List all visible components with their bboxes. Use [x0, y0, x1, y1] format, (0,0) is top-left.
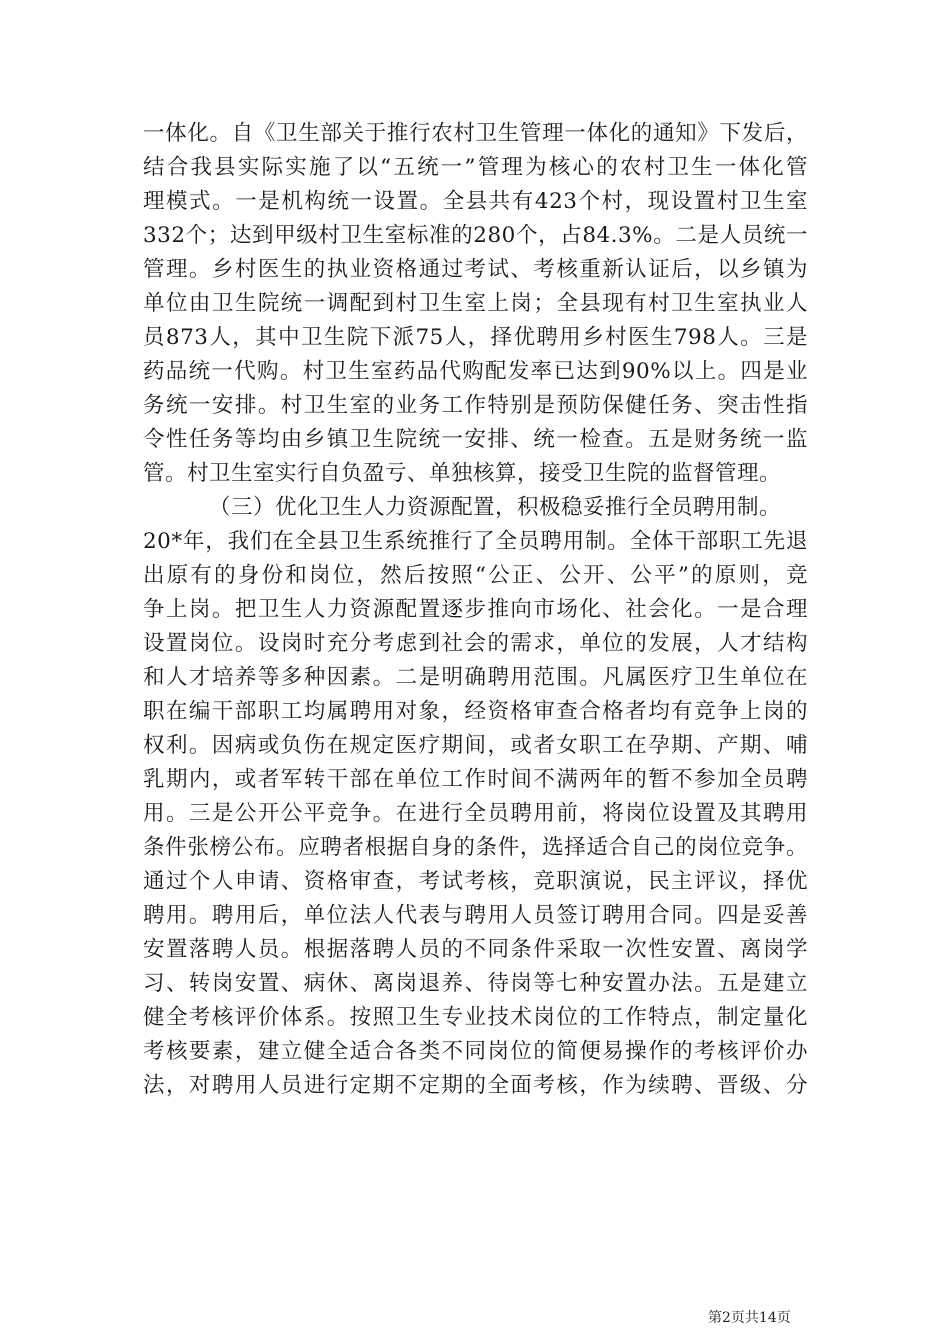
text-line: 设置岗位。设岗时充分考虑到社会的需求，单位的发展，人才结构 — [143, 631, 808, 656]
text-line: 单位由卫生院统一调配到村卫生室上岗；全县现有村卫生室执业人 — [143, 291, 808, 316]
text-line: 考核要素，建立健全适合各类不同岗位的简便易操作的考核评价办 — [143, 1039, 808, 1064]
text-line: 药品统一代购。村卫生室药品代购配发率已达到90%以上。四是业 — [143, 359, 808, 384]
text-line: 条件张榜公布。应聘者根据自身的条件，选择适合自己的岗位竞争。 — [143, 835, 808, 860]
text-line: 一体化。自《卫生部关于推行农村卫生管理一体化的通知》下发后， — [143, 121, 808, 146]
text-line: 和人才培养等多种因素。二是明确聘用范围。凡属医疗卫生单位在 — [143, 665, 808, 690]
text-line: （三）优化卫生人力资源配置，积极稳妥推行全员聘用制。 — [209, 495, 782, 520]
text-line: 习、转岗安置、病休、离岗退养、待岗等七种安置办法。五是建立 — [143, 971, 808, 996]
text-line: 争上岗。把卫生人力资源配置逐步推向市场化、社会化。一是合理 — [143, 597, 808, 622]
text-line: 结合我县实际实施了以“五统一”管理为核心的农村卫生一体化管 — [143, 155, 808, 180]
text-line: 管理。乡村医生的执业资格通过考试、考核重新认证后，以乡镇为 — [143, 257, 808, 282]
text-line: 乳期内，或者军转干部在单位工作时间不满两年的暂不参加全员聘 — [143, 767, 808, 792]
text-line: 健全考核评价体系。按照卫生专业技术岗位的工作特点，制定量化 — [143, 1005, 808, 1030]
text-line: 20*年，我们在全县卫生系统推行了全员聘用制。全体干部职工先退 — [143, 529, 808, 554]
text-line: 安置落聘人员。根据落聘人员的不同条件采取一次性安置、离岗学 — [143, 937, 808, 962]
text-line: 员873人，其中卫生院下派75人，择优聘用乡村医生798人。三是 — [143, 325, 808, 350]
text-line: 332个；达到甲级村卫生室标准的280个，占84.3%。二是人员统一 — [143, 223, 808, 248]
text-line: 法，对聘用人员进行定期不定期的全面考核，作为续聘、晋级、分 — [143, 1073, 808, 1098]
text-line: 务统一安排。村卫生室的业务工作特别是预防保健任务、突击性指 — [143, 393, 808, 418]
paragraph-1 — [143, 117, 808, 491]
text-line: 管。村卫生室实行自负盈亏、单独核算，接受卫生院的监督管理。 — [143, 461, 782, 486]
text-line: 聘用。聘用后，单位法人代表与聘用人员签订聘用合同。四是妥善 — [143, 903, 808, 928]
text-line: 出原有的身份和岗位，然后按照“公正、公开、公平”的原则，竞 — [143, 563, 808, 588]
text-line: 用。三是公开公平竞争。在进行全员聘用前，将岗位设置及其聘用 — [143, 801, 808, 826]
page-body — [143, 117, 808, 1103]
paragraph-2 — [143, 491, 808, 1103]
text-line: 通过个人申请、资格审查，考试考核，竞职演说，民主评议，择优 — [143, 869, 808, 894]
page-number: 第2页共14页 — [708, 1310, 791, 1326]
text-line: 职在编干部职工均属聘用对象，经资格审查合格者均有竞争上岗的 — [143, 699, 808, 724]
text-line: 理模式。一是机构统一设置。全县共有423个村，现设置村卫生室 — [143, 189, 808, 214]
text-line: 令性任务等均由乡镇卫生院统一安排、统一检查。五是财务统一监 — [143, 427, 808, 452]
text-line: 权利。因病或负伤在规定医疗期间，或者女职工在孕期、产期、哺 — [143, 733, 808, 758]
